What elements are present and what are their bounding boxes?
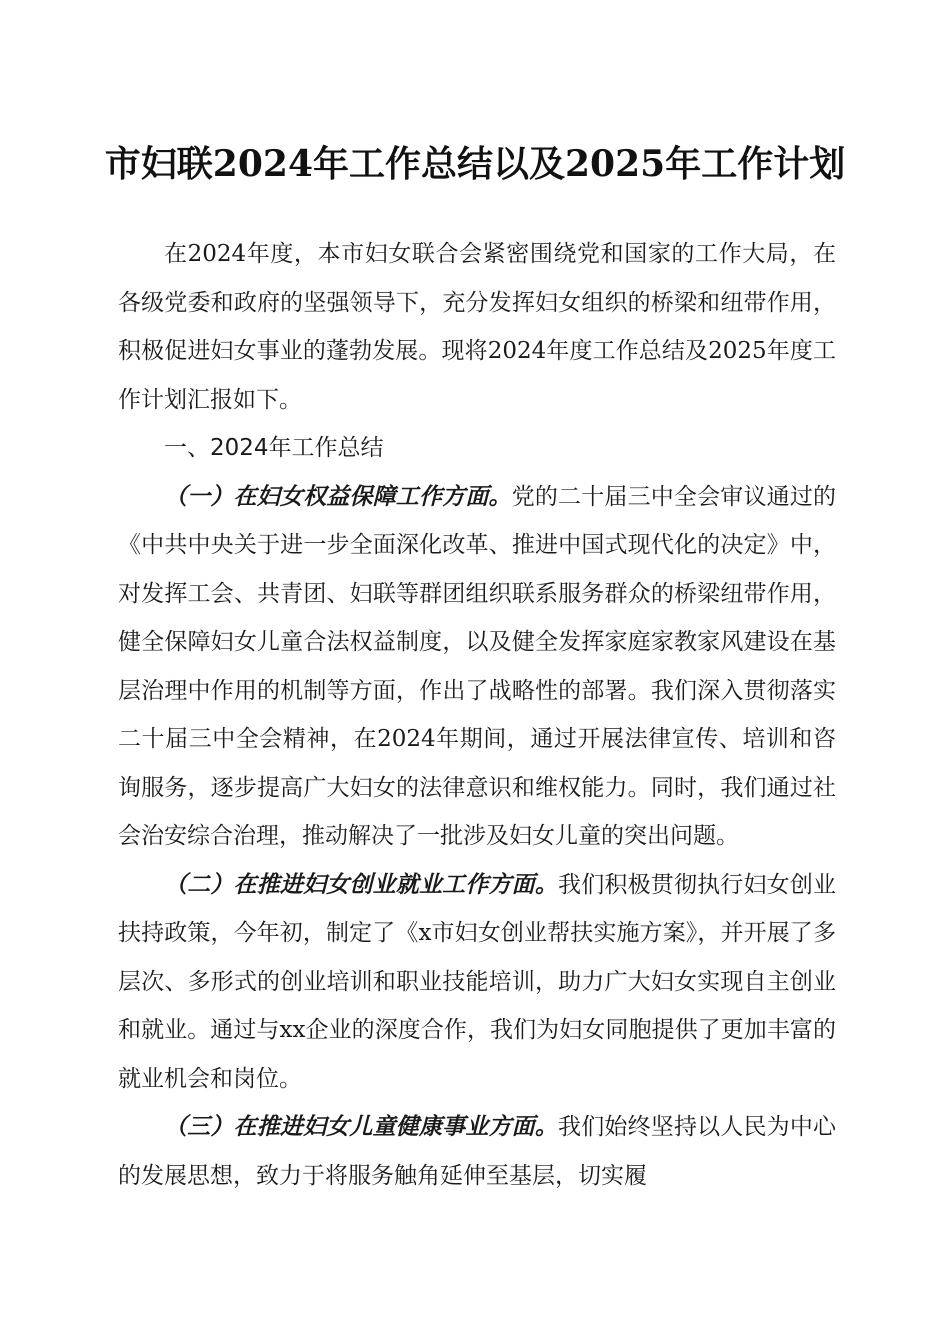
paragraph-text: 我们积极贯彻执行妇女创业扶持政策，今年初，制定了《x市妇女创业帮扶实施方案》，并开展了多层次、多形式的创业培训和职业技能培训，助力广大妇女实现自主创业和就业。通过与xx企业的深度合作，我们为妇女同胞提供了更加丰富的就业机会和岗位。 (118, 871, 837, 1092)
paragraph-lead: （三）在推进妇女儿童健康事业方面。 (164, 1113, 559, 1140)
document-body (118, 230, 836, 1200)
document-title: 市妇联2024年工作总结以及2025年工作计划 (104, 143, 846, 185)
paragraph-women-employment (118, 861, 836, 1104)
paragraph-text: 我们始终坚持以人民为中心的发展思想，致力于将服务触角延伸至基层，切实履 (118, 1114, 837, 1189)
section-heading-2024-summary: 一、2024年工作总结 (164, 435, 384, 461)
intro-paragraph: 在2024年度，本市妇女联合会紧密围绕党和国家的工作大局，在各级党委和政府的坚强领导下，充分发挥妇女组织的桥梁和纽带作用，积极促进妇女事业的蓬勃发展。现将2024年度工作总结及2025年度工作计划汇报如下。 (118, 241, 836, 413)
paragraph-women-rights (118, 473, 836, 861)
paragraph-women-children-health (118, 1103, 836, 1200)
paragraph-lead: （一）在妇女权益保障工作方面。 (164, 482, 512, 510)
paragraph-text: 党的二十届三中全会审议通过的《中共中央关于进一步全面深化改革、推进中国式现代化的决定》中，对发挥工会、共青团、妇联等群团组织联系服务群众的桥梁纽带作用，健全保障妇女儿童合法权益制度，以及健全发挥家庭家教家风建设在基层治理中作用的机制等方面，作出了战略性的部署。我们深入贯彻落实二十届三中全会精神，在2024年期间，通过开展法律宣传、培训和咨询服务，逐步提高广大妇女的法律意识和维权能力。同时，我们通过社会治安综合治理，推动解决了一批涉及妇女儿童的突出问题。 (118, 483, 837, 849)
paragraph-lead: （二）在推进妇女创业就业工作方面。 (164, 870, 559, 898)
